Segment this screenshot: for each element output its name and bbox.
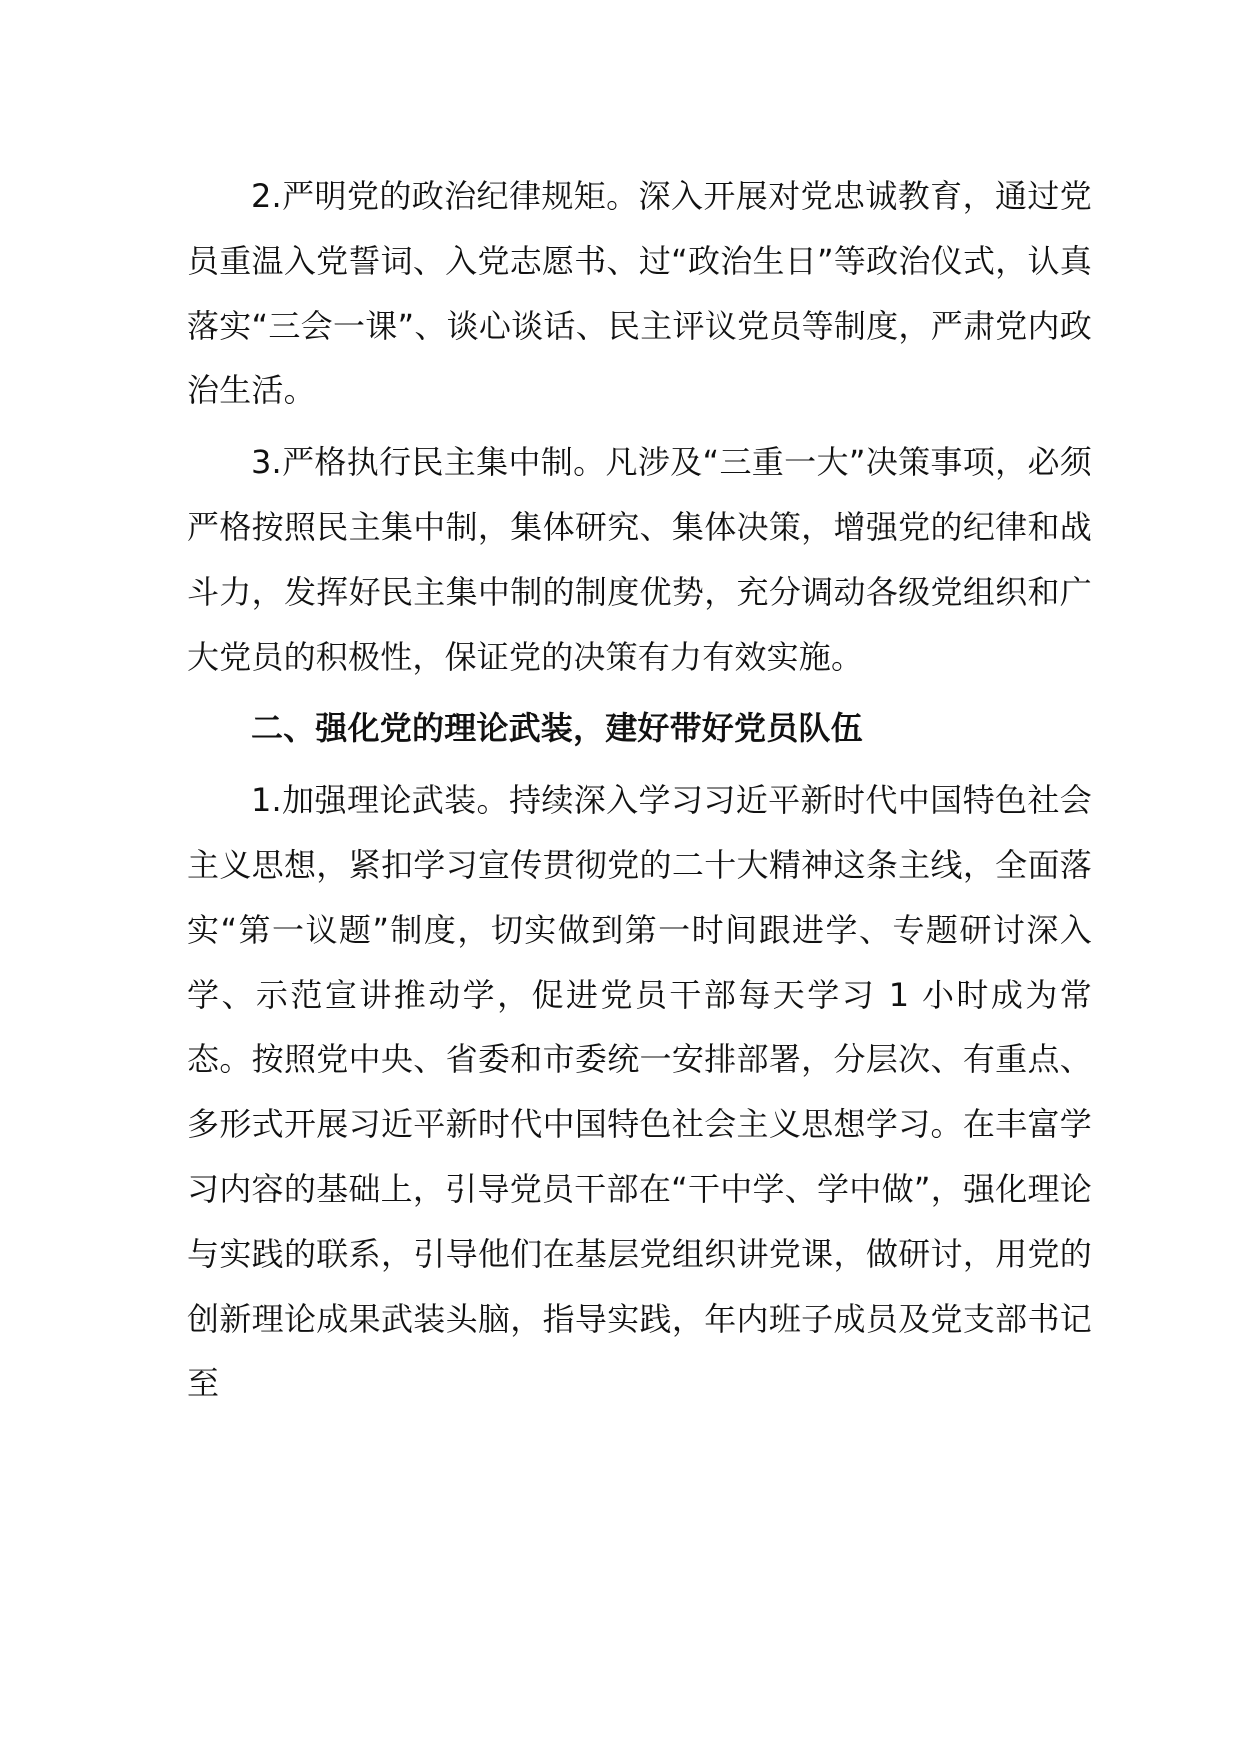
paragraph-theory-armament: 1.加强理论武装。持续深入学习习近平新时代中国特色社会主义思想，紧扣学习宣传贯彻党的二十大精神这条主线，全面落实“第一议题”制度，切实做到第一时间跟进学、专题研讨深入学、示范宣讲推动学，促进党员干部每天学习 1 小时成为常态。按照党中央、省委和市委统一安排部署，分层次、有重点、多形式开展习近平新时代中国特色社会主义思想学习。在丰富学习内容的基础上，引导党员干部在“干中学、学中做”，强化理论与实践的联系，引导他们在基层党组织讲党课，做研讨，用党的创新理论成果武装头脑，指导实践，年内班子成员及党支部书记至 [187, 781, 1092, 1403]
paragraph-political-discipline: 2.严明党的政治纪律规矩。深入开展对党忠诚教育，通过党员重温入党誓词、入党志愿书、过“政治生日”等政治仪式，认真落实“三会一课”、谈心谈话、民主评议党员等制度，严肃党内政治生活。 [187, 177, 1092, 410]
section-heading: 二、强化党的理论武装，建好带好党员队伍 [251, 709, 863, 748]
document-body [187, 164, 1092, 1416]
paragraph-democratic-centralism: 3.严格执行民主集中制。凡涉及“三重一大”决策事项，必须严格按照民主集中制，集体研究、集体决策，增强党的纪律和战斗力，发挥好民主集中制的制度优势，充分调动各级党组织和广大党员的积极性，保证党的决策有力有效实施。 [187, 443, 1092, 676]
